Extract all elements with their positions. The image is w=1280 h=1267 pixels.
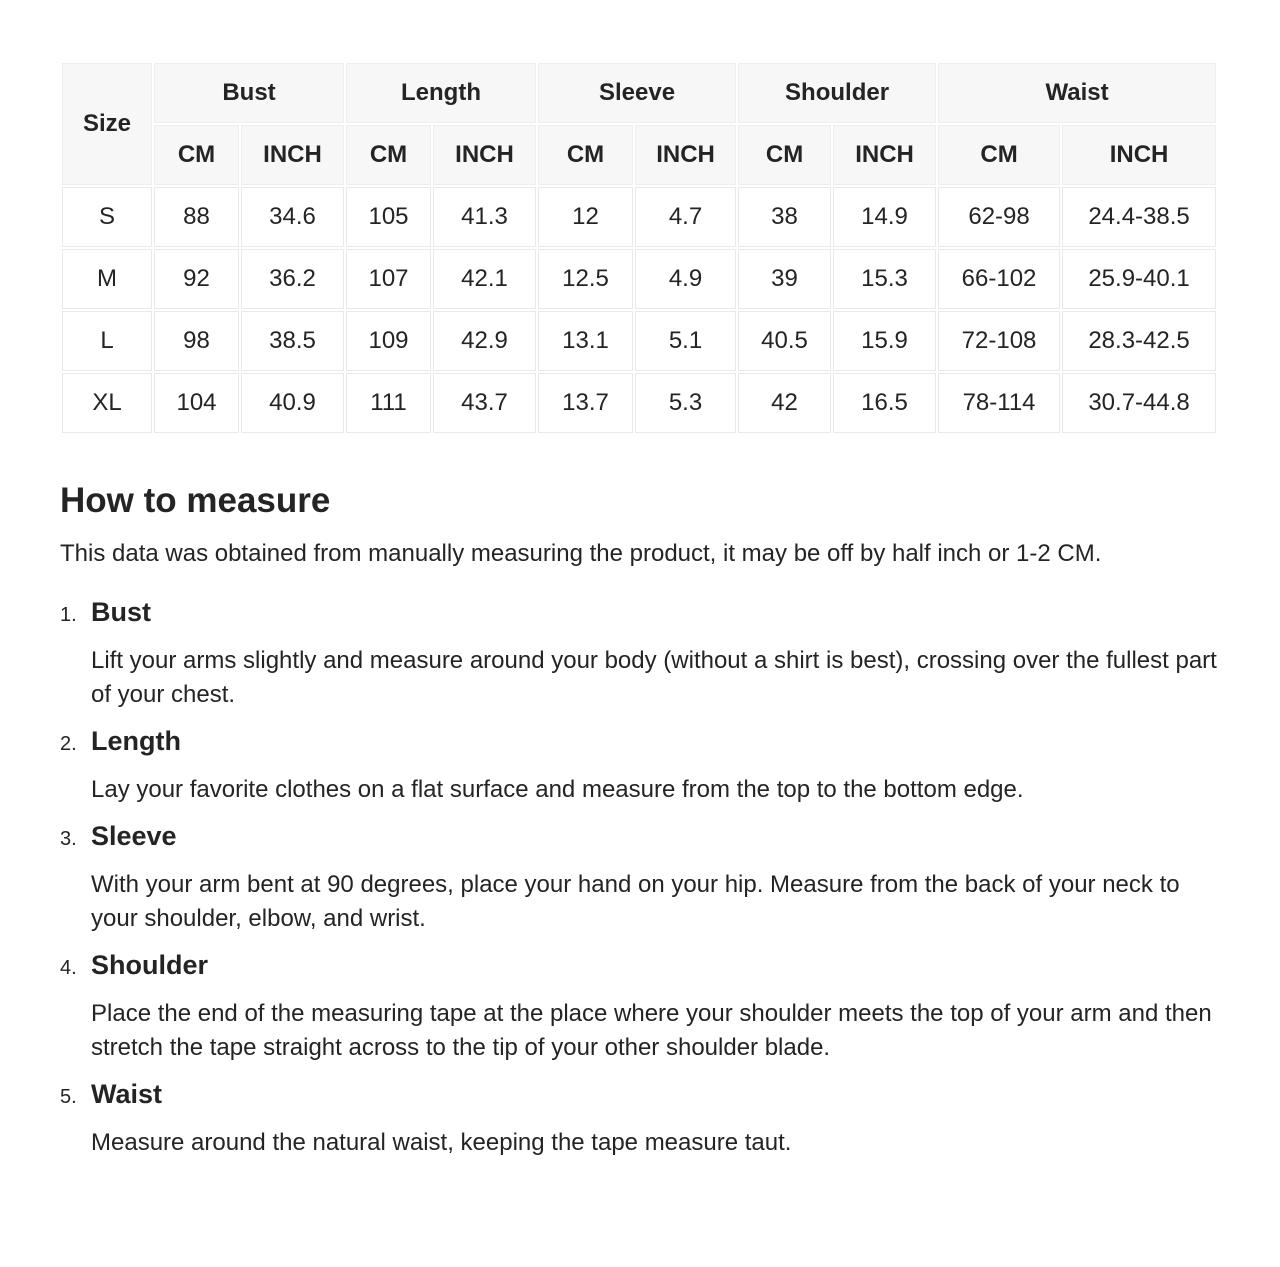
how-to-measure-heading: How to measure — [60, 481, 331, 520]
measure-step — [60, 819, 1218, 936]
step-number: 1. — [60, 604, 77, 626]
table-header-group-row — [62, 63, 1216, 123]
value-cell: 105 — [346, 187, 431, 247]
table-row — [62, 249, 1216, 309]
value-cell: 36.2 — [241, 249, 344, 309]
measure-step — [60, 595, 1218, 712]
step-number: 5. — [60, 1086, 77, 1108]
table-header-unit-row — [62, 125, 1216, 185]
value-cell: 38 — [738, 187, 831, 247]
unit-header: CM — [738, 125, 831, 185]
value-cell: 41.3 — [433, 187, 536, 247]
step-term: Waist — [91, 1079, 163, 1109]
value-cell: 40.9 — [241, 373, 344, 433]
step-description: Place the end of the measuring tape at the place where your shoulder meets the top of your arm and then stretch the tape straight across to the tip of your other shoulder blade. — [91, 1000, 1212, 1061]
value-cell: 34.6 — [241, 187, 344, 247]
value-cell: 13.1 — [538, 311, 633, 371]
step-head — [60, 948, 1218, 985]
measure-step — [60, 948, 1218, 1065]
step-description: Lay your favorite clothes on a flat surface and measure from the top to the bottom edge. — [91, 776, 1024, 803]
value-cell: 62-98 — [938, 187, 1060, 247]
size-chart-table — [60, 61, 1218, 435]
value-cell: 5.3 — [635, 373, 736, 433]
step-head — [60, 595, 1218, 632]
unit-header: CM — [154, 125, 239, 185]
value-cell: 39 — [738, 249, 831, 309]
value-cell: 42 — [738, 373, 831, 433]
table-row — [62, 373, 1216, 433]
unit-header: INCH — [1062, 125, 1216, 185]
value-cell: 30.7-44.8 — [1062, 373, 1216, 433]
step-term: Shoulder — [91, 950, 209, 980]
step-description: Measure around the natural waist, keeping the tape measure taut. — [91, 1129, 792, 1156]
value-cell: 5.1 — [635, 311, 736, 371]
measure-step — [60, 1077, 1218, 1160]
table-row — [62, 187, 1216, 247]
value-cell: 12.5 — [538, 249, 633, 309]
value-cell: 13.7 — [538, 373, 633, 433]
step-number: 3. — [60, 828, 77, 850]
size-cell: S — [62, 187, 152, 247]
unit-header: CM — [538, 125, 633, 185]
value-cell: 16.5 — [833, 373, 936, 433]
step-description: Lift your arms slightly and measure around your body (without a shirt is best), crossing over the fullest part of your chest. — [91, 647, 1217, 708]
step-number: 4. — [60, 957, 77, 979]
size-cell: M — [62, 249, 152, 309]
column-header-shoulder: Shoulder — [738, 63, 936, 123]
column-header-sleeve: Sleeve — [538, 63, 736, 123]
value-cell: 66-102 — [938, 249, 1060, 309]
measure-step — [60, 724, 1218, 807]
unit-header: INCH — [433, 125, 536, 185]
measure-steps-list — [60, 595, 1218, 1160]
unit-header: CM — [938, 125, 1060, 185]
step-head — [60, 724, 1218, 761]
value-cell: 4.7 — [635, 187, 736, 247]
step-term: Bust — [91, 597, 151, 627]
step-term: Length — [91, 726, 181, 756]
value-cell: 42.1 — [433, 249, 536, 309]
column-header-bust: Bust — [154, 63, 344, 123]
value-cell: 38.5 — [241, 311, 344, 371]
table-row — [62, 311, 1216, 371]
value-cell: 111 — [346, 373, 431, 433]
value-cell: 25.9-40.1 — [1062, 249, 1216, 309]
value-cell: 109 — [346, 311, 431, 371]
unit-header: INCH — [241, 125, 344, 185]
step-head — [60, 819, 1218, 856]
column-header-waist: Waist — [938, 63, 1216, 123]
step-number: 2. — [60, 733, 77, 755]
size-cell: L — [62, 311, 152, 371]
measure-disclaimer: This data was obtained from manually measuring the product, it may be off by half inch or 1-2 CM. — [60, 540, 1102, 567]
value-cell: 40.5 — [738, 311, 831, 371]
value-cell: 92 — [154, 249, 239, 309]
unit-header: INCH — [833, 125, 936, 185]
column-header-length: Length — [346, 63, 536, 123]
value-cell: 72-108 — [938, 311, 1060, 371]
value-cell: 98 — [154, 311, 239, 371]
value-cell: 28.3-42.5 — [1062, 311, 1216, 371]
column-header-size: Size — [62, 63, 152, 185]
value-cell: 42.9 — [433, 311, 536, 371]
step-description: With your arm bent at 90 degrees, place your hand on your hip. Measure from the back of your neck to your shoulder, elbow, and wrist. — [91, 871, 1180, 932]
size-cell: XL — [62, 373, 152, 433]
value-cell: 104 — [154, 373, 239, 433]
value-cell: 107 — [346, 249, 431, 309]
value-cell: 78-114 — [938, 373, 1060, 433]
value-cell: 12 — [538, 187, 633, 247]
value-cell: 88 — [154, 187, 239, 247]
value-cell: 4.9 — [635, 249, 736, 309]
value-cell: 14.9 — [833, 187, 936, 247]
unit-header: CM — [346, 125, 431, 185]
step-head — [60, 1077, 1218, 1114]
value-cell: 15.3 — [833, 249, 936, 309]
value-cell: 24.4-38.5 — [1062, 187, 1216, 247]
value-cell: 15.9 — [833, 311, 936, 371]
unit-header: INCH — [635, 125, 736, 185]
value-cell: 43.7 — [433, 373, 536, 433]
step-term: Sleeve — [91, 821, 177, 851]
